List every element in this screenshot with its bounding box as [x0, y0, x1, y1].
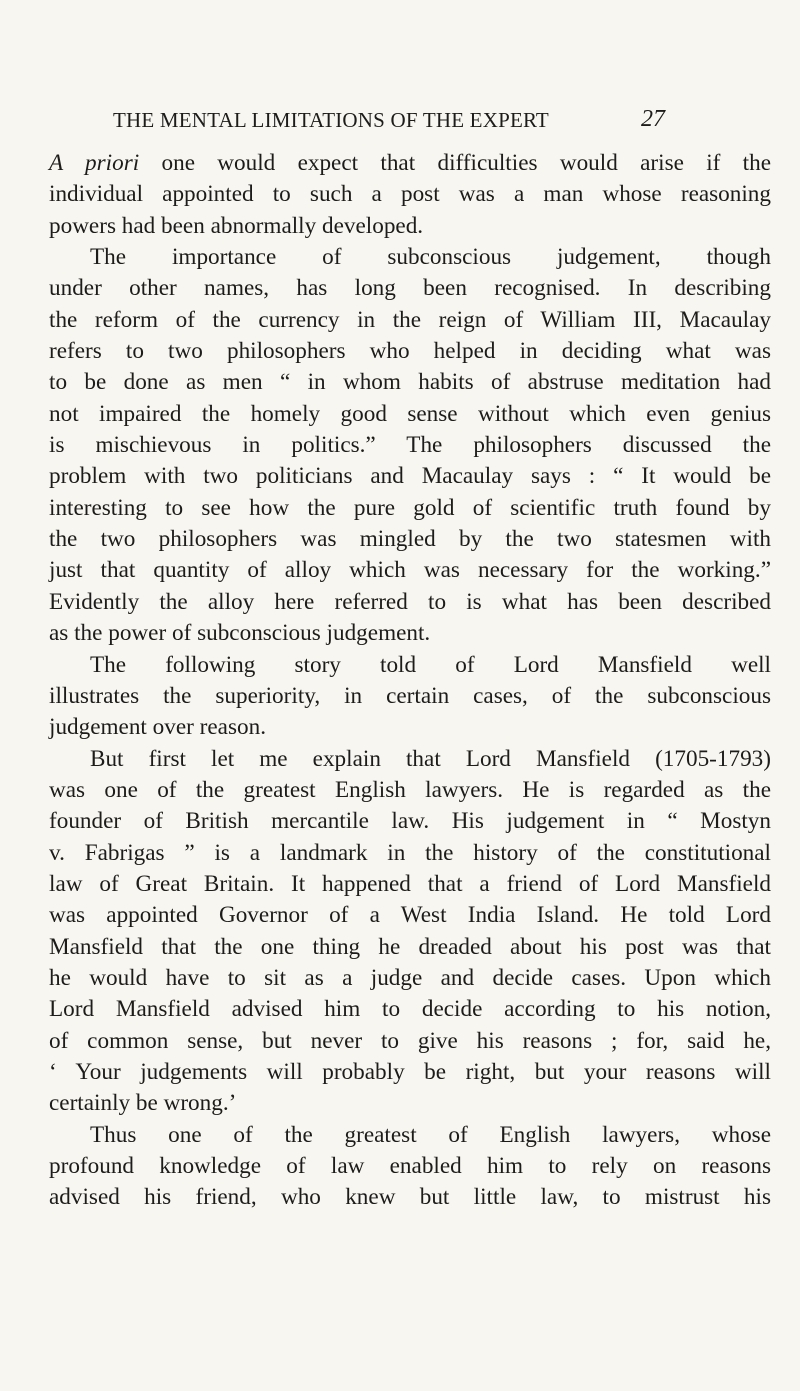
line-text: is mischievous in politics.” The philosophers discussed the: [49, 432, 771, 459]
text-line: [49, 681, 771, 712]
line-text: advised his friend, who knew but little law, to mistrust his: [49, 1184, 771, 1211]
line-text: profound knowledge of law enabled him to rely on reasons: [49, 1153, 771, 1179]
text-line: [49, 1151, 771, 1182]
text-line: [49, 587, 771, 618]
line-text: was appointed Governor of a West India Island. He told Lord: [49, 902, 771, 929]
text-line: [49, 179, 771, 210]
line-text: v. Fabrigas ” is a landmark in the history of the constitutional: [49, 839, 771, 866]
text-line: [49, 1057, 771, 1088]
running-head: [113, 108, 665, 140]
text-line: [49, 618, 771, 649]
line-text: illustrates the superiority, in certain cases, of the subconscious: [49, 682, 771, 709]
line-text: the two philosophers was mingled by the two statesmen with: [49, 526, 771, 553]
text-line: [49, 555, 771, 586]
text-line: [49, 493, 771, 524]
line-text: under other names, has long been recognised. In describing: [49, 275, 771, 302]
line-text: as the power of subconscious judgement.: [49, 620, 431, 647]
italic-lead: A priori: [49, 150, 140, 176]
text-line: [49, 650, 771, 681]
line-text: But first let me explain that Lord Mansfield (1705-1793): [90, 745, 771, 772]
text-line: [49, 399, 771, 430]
text-line: [49, 305, 771, 336]
line-text: was one of the greatest English lawyers. He is regarded as the: [49, 776, 771, 803]
text-line: [49, 963, 771, 994]
line-text: not impaired the homely good sense without which even genius: [49, 400, 771, 427]
text-line: [49, 838, 771, 869]
text-line: [49, 1120, 771, 1151]
line-text: to be done as men “ in whom habits of abstruse meditation had: [49, 369, 771, 396]
line-text: law of Great Britain. It happened that a friend of Lord Mansfield: [49, 870, 771, 897]
text-line: [49, 211, 771, 242]
line-text: Mansfield that the one thing he dreaded about his post was that: [49, 933, 771, 960]
line-text: individual appointed to such a post was a man whose reasoning: [49, 181, 771, 208]
text-line: [49, 775, 771, 806]
text-line: [49, 1088, 771, 1119]
line-text: just that quantity of alloy which was necessary for the working.”: [49, 557, 771, 584]
text-line: [49, 148, 771, 179]
text-line: [49, 994, 771, 1025]
line-text: he would have to sit as a judge and decide cases. Upon which: [49, 964, 771, 991]
line-text: of common sense, but never to give his reasons ; for, said he,: [49, 1027, 771, 1054]
line-text: refers to two philosophers who helped in deciding what was: [49, 338, 771, 365]
line-text: Evidently the alloy here referred to is what has been described: [49, 588, 771, 615]
line-text: certainly be wrong.’: [49, 1090, 237, 1117]
text-line: [49, 900, 771, 931]
line-text: The following story told of Lord Mansfield well: [90, 651, 771, 678]
line-text: founder of British mercantile law. His judgement in “ Mostyn: [49, 808, 771, 835]
text-line: [49, 712, 771, 743]
text-line: [49, 273, 771, 304]
line-text: The importance of subconscious judgement, though: [90, 244, 771, 271]
text-line: [49, 1182, 771, 1213]
text-line: [49, 1026, 771, 1057]
line-text: the reform of the currency in the reign of William III, Macaulay: [49, 306, 771, 333]
text-line: [49, 430, 771, 461]
running-title: THE MENTAL LIMITATIONS OF THE EXPERT: [113, 108, 549, 132]
line-text: problem with two politicians and Macaulay says : “ It would be: [49, 463, 771, 490]
text-line: [49, 336, 771, 367]
line-text: powers had been abnormally developed.: [49, 212, 424, 239]
line-text: interesting to see how the pure gold of scientific truth found by: [49, 494, 771, 521]
body-text: [49, 148, 771, 1214]
page-number: 27: [641, 106, 665, 132]
text-line: [49, 869, 771, 900]
text-line: [49, 806, 771, 837]
text-line: [49, 461, 771, 492]
line-text: ‘ Your judgements will probably be right, but your reasons will: [49, 1058, 771, 1085]
line-text: one would expect that difficulties would arise if the: [139, 150, 771, 176]
text-line: [49, 367, 771, 398]
text-line: [49, 524, 771, 555]
text-line: [49, 242, 771, 273]
line-text: judgement over reason.: [49, 714, 266, 741]
line-text: Lord Mansfield advised him to decide according to his notion,: [49, 996, 771, 1023]
text-line: [49, 932, 771, 963]
text-line: [49, 744, 771, 775]
line-text: Thus one of the greatest of English lawyers, whose: [90, 1121, 771, 1148]
